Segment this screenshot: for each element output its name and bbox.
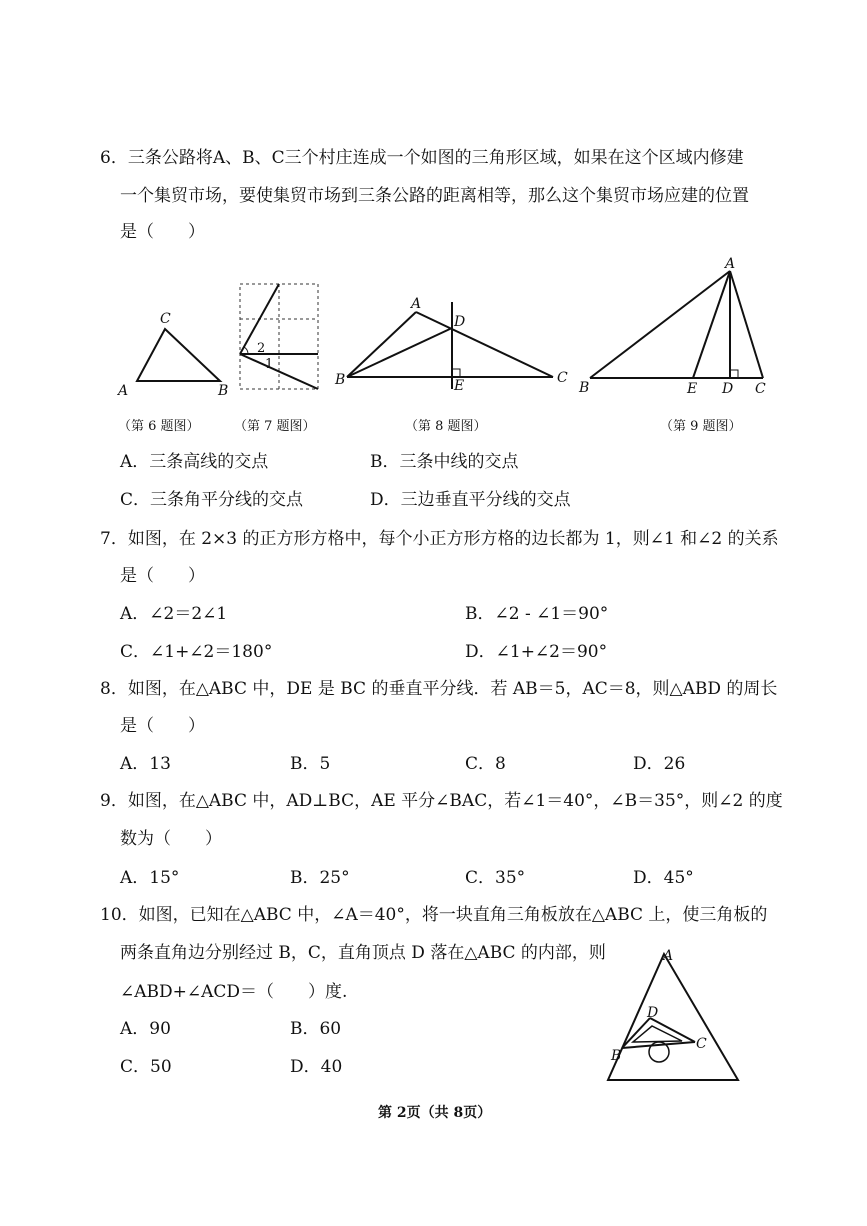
- figure-7: [235, 280, 325, 395]
- fig9-label-c: C: [755, 381, 766, 397]
- q10-option-b: B．60: [290, 1019, 342, 1039]
- fig7-angle-2: 2: [257, 341, 266, 356]
- fig6-label-c: C: [160, 311, 171, 327]
- q7-option-a: A．∠2＝2∠1: [120, 604, 228, 624]
- q7-option-d: D．∠1+∠2＝90°: [465, 642, 608, 662]
- q7-line-2: 是（ ）: [120, 566, 205, 586]
- fig7-angle-1: 1: [265, 357, 274, 372]
- q8-line-2: 是（ ）: [120, 716, 205, 736]
- fig9-label-d: D: [722, 381, 734, 397]
- q10-option-c: C．50: [120, 1057, 172, 1077]
- caption-fig-8: （第 8 题图）: [405, 419, 487, 434]
- q8-line-1: 8．如图，在△ABC 中，DE 是 BC 的垂直平分线．若 AB＝5，AC＝8，则△ABD 的周长: [100, 679, 778, 699]
- fig6-label-a: A: [118, 383, 129, 399]
- q10-line-1: 10．如图，已知在△ABC 中，∠A＝40°，将一块直角三角板放在△ABC 上，使三角板的: [100, 905, 768, 925]
- fig10-label-b: B: [611, 1048, 622, 1064]
- q9-option-a: A．15°: [120, 868, 180, 888]
- q10-line-3: ∠ABD+∠ACD＝（ ）度.: [120, 982, 348, 1002]
- fig10-label-a: A: [663, 948, 674, 964]
- q9-option-c: C．35°: [465, 868, 526, 888]
- page-footer: 第 2页（共 8页）: [378, 1105, 492, 1121]
- q9-line-2: 数为（ ）: [120, 829, 222, 849]
- caption-fig-9: （第 9 题图）: [660, 419, 742, 434]
- caption-fig-6: （第 6 题图）: [118, 419, 200, 434]
- figure-10: [600, 942, 750, 1087]
- q9-option-d: D．45°: [633, 868, 694, 888]
- q9-line-1: 9．如图，在△ABC 中，AD⊥BC，AE 平分∠BAC，若∠1＝40°，∠B＝35°，则∠2 的度: [100, 791, 783, 811]
- fig8-label-a: A: [411, 296, 422, 312]
- fig8-label-b: B: [335, 372, 346, 388]
- q6-line-2: 一个集贸市场，要使集贸市场到三条公路的距离相等，那么这个集贸市场应建的位置: [120, 186, 749, 206]
- fig10-label-d: D: [647, 1005, 659, 1021]
- figure-9: [575, 256, 775, 401]
- fig9-label-a: A: [725, 256, 736, 272]
- q8-option-c: C．8: [465, 754, 506, 774]
- q6-option-a: A．三条高线的交点: [120, 452, 269, 472]
- q6-option-d: D．三边垂直平分线的交点: [370, 490, 571, 510]
- fig10-label-c: C: [696, 1036, 707, 1052]
- q7-option-b: B．∠2 - ∠1＝90°: [465, 604, 609, 624]
- q6-line-3: 是（ ）: [120, 222, 205, 242]
- figure-6: [110, 305, 240, 400]
- q6-option-c: C．三条角平分线的交点: [120, 490, 304, 510]
- fig6-label-b: B: [218, 383, 229, 399]
- q6-option-b: B．三条中线的交点: [370, 452, 519, 472]
- q8-option-a: A．13: [120, 754, 171, 774]
- fig9-label-e: E: [687, 381, 698, 397]
- q9-option-b: B．25°: [290, 868, 350, 888]
- q10-line-2: 两条直角边分别经过 B，C，直角顶点 D 落在△ABC 的内部，则: [120, 943, 606, 963]
- q7-option-c: C．∠1+∠2＝180°: [120, 642, 273, 662]
- fig8-label-c: C: [557, 370, 568, 386]
- caption-fig-7: （第 7 题图）: [234, 419, 316, 434]
- q6-line-1: 6．三条公路将A、B、C三个村庄连成一个如图的三角形区域，如果在这个区域内修建: [100, 148, 744, 168]
- q7-line-1: 7．如图，在 2×3 的正方形方格中，每个小正方形方格的边长都为 1，则∠1 和∠2 的关系: [100, 529, 779, 549]
- figure-8: [333, 292, 578, 397]
- fig8-label-d: D: [454, 314, 466, 330]
- q10-option-a: A．90: [120, 1019, 171, 1039]
- q8-option-d: D．26: [633, 754, 686, 774]
- fig8-label-e: E: [454, 378, 465, 394]
- fig9-label-b: B: [579, 380, 590, 396]
- q8-option-b: B．5: [290, 754, 331, 774]
- q10-option-d: D．40: [290, 1057, 343, 1077]
